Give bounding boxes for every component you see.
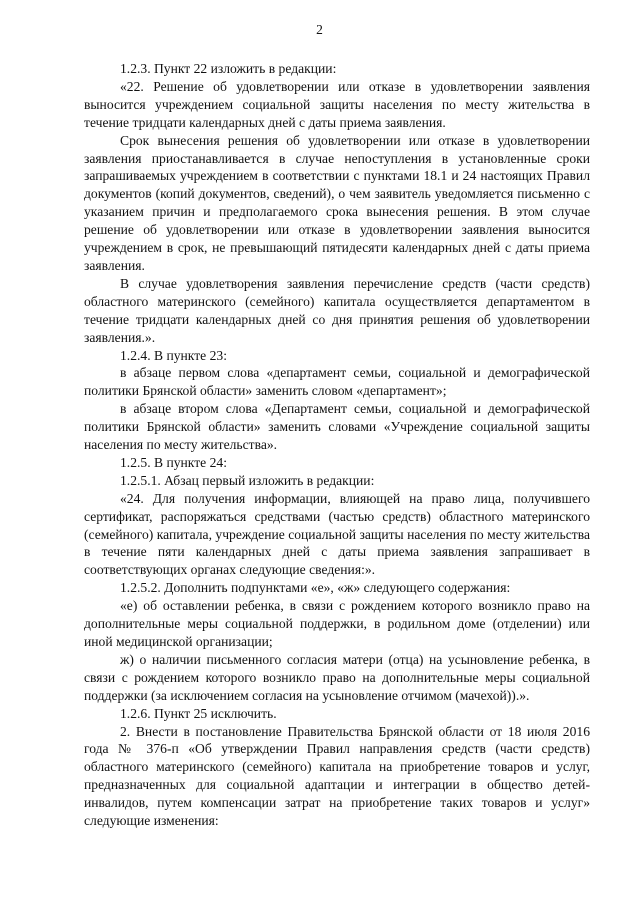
- paragraph: 1.2.5.1. Абзац первый изложить в редакции:: [120, 472, 375, 488]
- paragraph: 1.2.3. Пункт 22 изложить в редакции:: [120, 61, 337, 76]
- document-body: [84, 60, 590, 830]
- paragraph: 1.2.4. В пункте 23:: [120, 347, 227, 363]
- paragraph: 1.2.5. В пункте 24:: [120, 454, 227, 470]
- paragraph: «22. Решение об удовлетворении или отказе в удовлетворении заявления выносится учреждением социальной защиты населения по месту жительства в течение тридцати календарных дней с даты приема заявления.: [84, 78, 590, 130]
- paragraph: Срок вынесения решения об удовлетворении или отказе в удовлетворении заявления приостанавливается в случае непоступления в установленные сроки запрашиваемых учреждением в соответствии с пунктами 18.1 и 24 настоящих Правил документов (копий документов, сведений), о чем заявитель уведомляется письменно с указанием причин и предполагаемого срока вынесения решения. В этом случае решение об удовлетворении или отказе в удовлетворении заявления выносится учреждением в срок, не превышающий пятидесяти календарных дней с даты приема заявления.: [84, 132, 590, 273]
- paragraph: «е) об оставлении ребенка, в связи с рождением которого возникло право на дополнительные меры социальной поддержки, в родильном доме (отделении) или иной медицинской организации;: [84, 598, 590, 649]
- paragraph: ж) о наличии письменного согласия матери (отца) на усыновление ребенка, в связи с рождением которого возникло право на дополнительные меры социальной поддержки (за исключением согласия на усыновление отчимом (мачехой)).».: [84, 651, 590, 703]
- paragraph: «24. Для получения информации, влияющей на право лица, получившего сертификат, распоряжаться средствами (частью средств) областного материнского (семейного) капитала, учреждение социальной защиты населения по месту жительства в течение пяти календарных дней с даты приема заявления запрашивает в соответствующих органах следующие сведения:».: [84, 490, 590, 578]
- paragraph: в абзаце первом слова «департамент семьи, социальной и демографической политики Брянской области» заменить словом «департамент»;: [84, 365, 590, 399]
- paragraph: В случае удовлетворения заявления перечисление средств (части средств) областного материнского (семейного) капитала осуществляется департаментом в течение тридцати календарных дней со дня принятия решения об удовлетворении заявления.».: [84, 275, 590, 345]
- paragraph: 1.2.6. Пункт 25 исключить.: [120, 705, 277, 721]
- paragraph: 1.2.5.2. Дополнить подпунктами «е», «ж» следующего содержания:: [120, 580, 511, 596]
- paragraph: 2. Внести в постановление Правительства Брянской области от 18 июля 2016 года № 376-п «Об утверждении Правил направления средств (части средств) областного материнского (семейного) капитала на приобретение товаров и услуг, предназначенных для социальной адаптации и интеграции в общество детей-инвалидов, путем компенсации затрат на приобретение таких товаров и услуг» следующие изменения:: [84, 723, 590, 829]
- paragraph: в абзаце втором слова «Департамент семьи, социальной и демографической политики Брянской области» заменить словами «Учреждение социальной защиты населения по месту жительства».: [84, 401, 590, 453]
- page-number: 2: [316, 22, 323, 37]
